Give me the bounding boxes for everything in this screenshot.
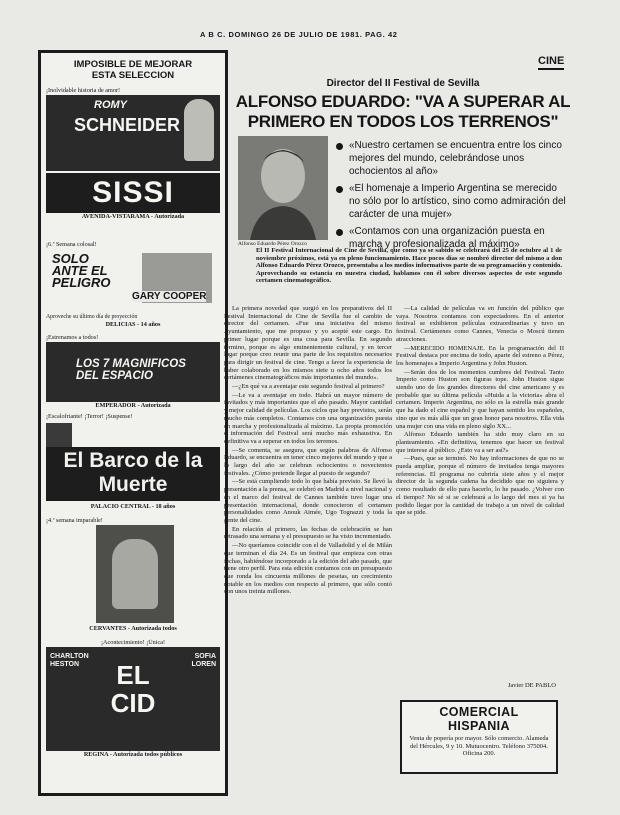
cinema-name: CERVANTES - Autorizada todos (89, 625, 177, 632)
poster-image: ROMY SCHNEIDER (46, 95, 220, 171)
ad-sissi (46, 87, 220, 221)
article-column-left: La primera novedad que surgió en los preparativos del II Festival Internacional de Cine de Sevilla fue el cambio de director del certamen. «Fue una iniciativa del mismo Ayuntamiento, que me propuso y yo acepté este cargo. En primer lugar porque es una cosa para Sevilla. En segundo término, porque es algo eminentemente cultural, y en tercer lugar porque creo reunir una parte de los requisitos necesarios para dirigir un festival de cine. Tengo a favor la experiencia de haber colaborado en los mismos siete u ocho años todos los certámenes cinematográficos más importantes del mundo». —¿En qué va a aventajar este segundo festival al primero? —Le va a aventajar en todo. Habrá un mayor número de invitados y más importantes que el año pasado. Mayor cantidad y mejor calidad de películas. Los ciclos que hay previstos, serán mucho más completos. Contamos con una organización puesta en marcha y profesionalizada al máximo. La propia promoción e información del Festival será mucho más exhaustiva. En definitiva va a superar en todos los terrenos. —Se comenta, se asegura, que según palabras de Alfonso Eduardo, se encuentra en tener cinco mejores del mundo y que a lo largo del año se celebran ochocientos o novecientos festivales. ¿Cómo pretende llegar al puesto de segundo? —Se está cumpliendo todo lo que había previsto. Se llevó la presentación a la prensa, se celebró en Madrid a nivel nacional y en el marco del festival de Cannes también tuvo lugar una presentación internacional, donde conocieron el certamen personalidades como Anouk Aimée, Ugo Tognazzi y toda la gente del cine. En relación al primero, las fechas de celebración se han retrasado una semana y el presupuesto se ha visto incrementado. —No queríamos coincidir con el de Valladolid y el de Milán que terminan el día 24. Es un festival que empieza con otras fechas, habiéndose incorporado a la edición del año pasado, que tiene otro perfil. Para esta edición contamos con un presupuesto que ronda los cincuenta millones de pesetas, un crecimiento notable en los medios con respecto al primero, que sólo contó con unos treinta millones. (224, 305, 392, 596)
poster-image: El Barco de la Muerte (46, 421, 220, 503)
cinema-name: PALACIO CENTRAL - 18 años (90, 503, 176, 510)
poster-image: LOS 7 MAGNIFICOS DEL ESPACIO (46, 342, 220, 402)
ad-cervantes (46, 517, 220, 633)
portrait-photo (238, 136, 328, 240)
byline: Javier DE PABLO (507, 682, 556, 689)
quote-bullet: «El homenaje a Imperio Argentina se merecido no sólo por lo artístico, sino como admiración del carácter de una mujer» (336, 182, 566, 221)
quote-bullets (336, 139, 566, 255)
ad-caption: ¡4.ª semana imparable! (46, 517, 103, 524)
portrait-illustration (184, 99, 214, 161)
article-kicker: Director del II Festival de Sevilla (326, 78, 480, 89)
page-header: A B C. DOMINGO 26 DE JULIO DE 1981. PAG. 42 (200, 30, 398, 39)
article-column-right: —La calidad de películas va en función del público que vaya. Nosotros contamos con expectadores. En el anterior festival se exhibieron películas extraordinarias y tuvo un festival. Certámenes como Cannes, Venecia o Moscú tienen atracciones. —MERECIDO HOMENAJE. En la programación del II Festival destaca por encima de todo, aparte del estreno a Pérez, los homenajes a Imperio Argentina y John Huston. —Serán dos de los momentos cumbres del Festival. Tanto Imperio como Huston son figuras tope. John Huston sigue siendo uno de los grandes directores del cine americano y es probable que su última película «Huida a la victoria» abra el certamen. Imperio Argentina, no sólo es la estrella más grande que ha dado el cine español y que hayan sentido los españoles, sino que es más allá que un gran honor para nosotros. Ella vida una mujer con una vida en pleno siglo XX... Alfonso Eduardo también ha sido muy claro en su planteamiento. «En definitiva, tenemos que hacer un festival que interese al público. ¿Esto va a ser así?» —Pues, que se terminó. No hay informaciones de que no se pueda ampliar, porque el número de invitados tenga mayores referencias. El programa no cubriría siete años y el mejor director de la segunda cadena ha decidido que no siguiera y como resultado de ello para hacerlo, lo he pasado. ¿Volver con el tiempo? No sé si se celebrará a lo largo del mes si ya ha podido llegar por la cantidad de trabajo a un nivel de calidad que se pide. (396, 305, 564, 517)
photo-caption: Alfonso Eduardo Pérez Orozco (238, 241, 307, 247)
box-body: Venta de popería por mayor. Sólo comercio. Alameda del Hércules, 9 y 10. Mutuocentro. Teléfono 375004. Oficina 200. (409, 735, 549, 758)
box-title: COMERCIAL HISPANIA (439, 705, 519, 733)
ad-caption: ¡Estrenamos a todos! (46, 334, 99, 341)
quote-bullet: «Contamos con una organización puesta en marcha y profesionalizada al máximo» (336, 225, 566, 251)
ad-caption: ¡Inolvidable historia de amor! (46, 87, 121, 94)
ad-caption: ¡Acontecimiento! ¡Única! (100, 639, 166, 646)
cinema-name: DELICIAS - 14 años (105, 321, 161, 328)
comercial-hispania-ad (400, 700, 558, 774)
ad-caption: ¡6.ª Semana colosal! (46, 241, 97, 248)
cinema-ads-column (38, 50, 228, 796)
film-title: SISSI (46, 173, 220, 213)
ad-el-cid (46, 639, 220, 759)
ad-los-7-magnificos (46, 334, 220, 410)
article-headline: ALFONSO EDUARDO: "VA A SUPERAR AL PRIMERO EN TODOS LOS TERRENOS" (235, 92, 571, 131)
article-intro: El II Festival Internacional de Cine de Sevilla, que como ya se sabido se celebrará del 25 de octubre al 1 de noviembre próximos, está ya en pleno funcionamiento. Hace pocos días se nombró director del mismo a don Alfonso Eduardo Pérez Orozco, presentaba a los medios informativos parte de su programación y contenido. Aprovechando su estancia en nuestra ciudad, hablamos con él sobre diversos aspectos de este segundo certamen cinematográfico. (256, 247, 562, 285)
cinema-name: AVENIDA-VISTARAMA - Autorizada (81, 213, 185, 220)
quote-bullet: «Nuestro certamen se encuentra entre los cinco mejores del mundo, celebrándose unos ochocientos al año» (336, 139, 566, 178)
poster-image: CHARLTON HESTON SOFIA LOREN EL CID (46, 647, 220, 751)
ads-title: IMPOSIBLE DE MEJORAR ESTA SELECCION (73, 59, 193, 81)
poster-image (46, 525, 220, 625)
poster-image: SOLO ANTE EL PELIGRO GARY COOPER (46, 249, 220, 313)
cinema-name: EMPERADOR - Autorizada (95, 402, 171, 409)
ad-caption: ¡Escalofriante! ¡Terror! ¡Suspense! (46, 413, 133, 420)
ad-solo-ante-el-peligro: ¡6.ª Semana colosal! SOLO ANTE EL PELIGRO GARY COOPER Aproveche su último día de proyección DELICIAS - 14 años (46, 241, 220, 329)
section-label: CINE (538, 55, 564, 70)
cinema-name: REGINA - Autorizada todos públicos (83, 751, 183, 758)
ad-el-barco-de-la-muerte (46, 413, 220, 511)
